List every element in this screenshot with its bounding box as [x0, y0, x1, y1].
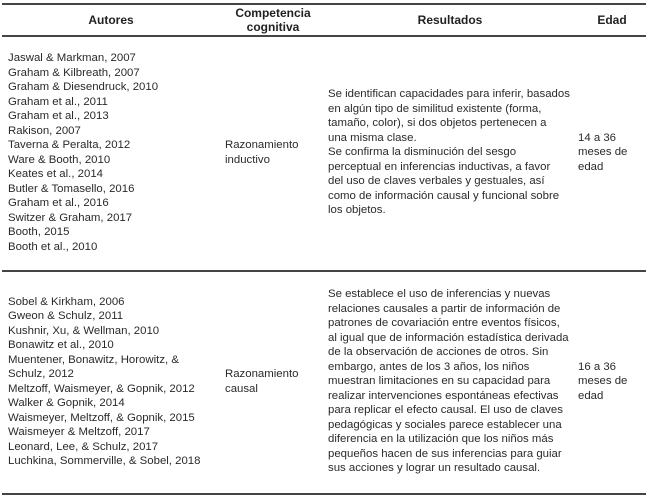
resultados-line: pedagógicas y sociales parece establecer una — [328, 418, 562, 431]
header-competencia-line: Competencia — [235, 5, 311, 20]
autores-line: Waismeyer, Meltzoff, & Gopnik, 2015 — [8, 411, 195, 424]
resultados-line: los objetos. — [328, 204, 386, 217]
autores-line: Booth, 2015 — [8, 226, 70, 238]
autores-line: Graham et al., 2013 — [8, 110, 109, 122]
competencia-cell — [222, 35, 324, 270]
edad-line: 14 a 36 — [578, 131, 617, 144]
results-table — [0, 4, 648, 493]
autores-line: Ware & Booth, 2010 — [8, 153, 111, 166]
edad-line: edad — [578, 160, 604, 173]
resultados-line: diferencia en la utilización que los niños más — [328, 433, 554, 446]
autores-line: Switzer & Graham, 2017 — [8, 211, 133, 224]
autores-line: Kushnir, Xu, & Wellman, 2010 — [8, 324, 160, 337]
autores-line: Graham et al., 2016 — [8, 197, 109, 209]
autores-line: Meltzoff, Waismeyer, & Gopnik, 2012 — [8, 382, 195, 395]
resultados-line: del uso de claves verbales y gestuales, así — [328, 175, 545, 188]
table-row — [0, 35, 648, 270]
edad-cell — [576, 270, 648, 493]
autores-line: Gweon & Schulz, 2011 — [8, 310, 124, 322]
edad-line: 16 a 36 — [578, 360, 617, 373]
resultados-line: patrones de covariación entre eventos físicos, — [328, 317, 560, 330]
resultados-line: relaciones causales a partir de información de — [328, 302, 561, 315]
resultados-line: de la observación de acciones de otros. Sin — [328, 346, 549, 359]
autores-line: Leonard, Lee, & Schulz, 2017 — [8, 440, 159, 453]
header-autores: Autores — [88, 12, 134, 27]
competencia-cell — [222, 270, 324, 493]
header-edad: Edad — [597, 12, 627, 27]
bottom-rule — [2, 493, 646, 495]
resultados-line: una misma clase. — [328, 131, 417, 144]
autores-cell — [0, 270, 222, 493]
autores-line: Keates et al., 2014 — [8, 168, 103, 180]
resultados-line: Se confirma la disminución del sesgo — [328, 146, 517, 159]
resultados-line: sus acciones y lograr un resultado causal. — [328, 462, 541, 475]
autores-line: Waismeyer & Meltzoff, 2017 — [8, 426, 150, 438]
edad-line: meses de — [578, 375, 628, 388]
autores-line: Booth et al., 2010 — [8, 240, 98, 253]
autores-line: Bonawitz et al., 2010 — [8, 339, 114, 351]
competencia-line: Razonamiento — [225, 368, 299, 380]
resultados-line: tamaño, color), si dos objetos pertenecen a — [328, 117, 547, 130]
resultados-line: como de información causal y funcional sobre — [328, 189, 560, 202]
autores-line: Butler & Tomasello, 2016 — [8, 182, 135, 195]
resultados-line: muestran limitaciones en su capacidad para — [328, 375, 551, 388]
autores-line: Taverna & Peralta, 2012 — [8, 139, 131, 151]
autores-line: Sobel & Kirkham, 2006 — [8, 295, 125, 308]
autores-line: Rakison, 2007 — [8, 124, 81, 137]
resultados-line: perceptual en inferencias inductivas, a favor — [328, 160, 551, 173]
autores-line: Graham et al., 2011 — [8, 95, 108, 108]
edad-line: meses de — [578, 146, 628, 159]
autores-line: Graham & Kilbreath, 2007 — [8, 66, 140, 79]
autores-line: Luchkina, Sommerville, & Sobel, 2018 — [8, 455, 201, 467]
header-competencia — [222, 4, 324, 35]
table-row — [0, 270, 648, 493]
header-competencia-line: cognitiva — [246, 19, 300, 34]
autores-cell — [0, 35, 222, 270]
competencia-line: causal — [225, 382, 258, 395]
header-row — [0, 4, 648, 35]
autores-line: Schulz, 2012 — [8, 368, 74, 380]
autores-line: Graham & Diesendruck, 2010 — [8, 81, 159, 93]
resultados-line: en algún tipo de similitud existente (forma, — [328, 102, 542, 115]
resultados-line: pequeños hacen de sus inferencias para guiar — [328, 447, 562, 460]
resultados-line: Se identifican capacidades para inferir, basados — [328, 88, 570, 101]
resultados-line: realizar intervenciones espontáneas efectivas — [328, 389, 559, 402]
resultados-line: al igual que de información estadística derivada — [328, 331, 569, 344]
resultados-line: embargo, antes de los 3 años, los niños — [328, 360, 530, 373]
autores-line: Jaswal & Markman, 2007 — [8, 52, 136, 64]
resultados-line: Se establece el uso de inferencias y nuevas — [328, 288, 551, 301]
competencia-line: Razonamiento — [225, 139, 299, 151]
autores-line: Walker & Gopnik, 2014 — [8, 397, 125, 409]
resultados-cell — [324, 270, 576, 493]
autores-line: Muentener, Bonawitz, Horowitz, & — [8, 353, 179, 366]
resultados-cell — [324, 35, 576, 270]
competencia-line: inductivo — [225, 153, 270, 166]
header-resultados: Resultados — [417, 12, 483, 27]
edad-cell — [576, 35, 648, 270]
resultados-line: para replicar el efecto causal. El uso de claves — [328, 404, 563, 417]
edad-line: edad — [578, 389, 604, 402]
